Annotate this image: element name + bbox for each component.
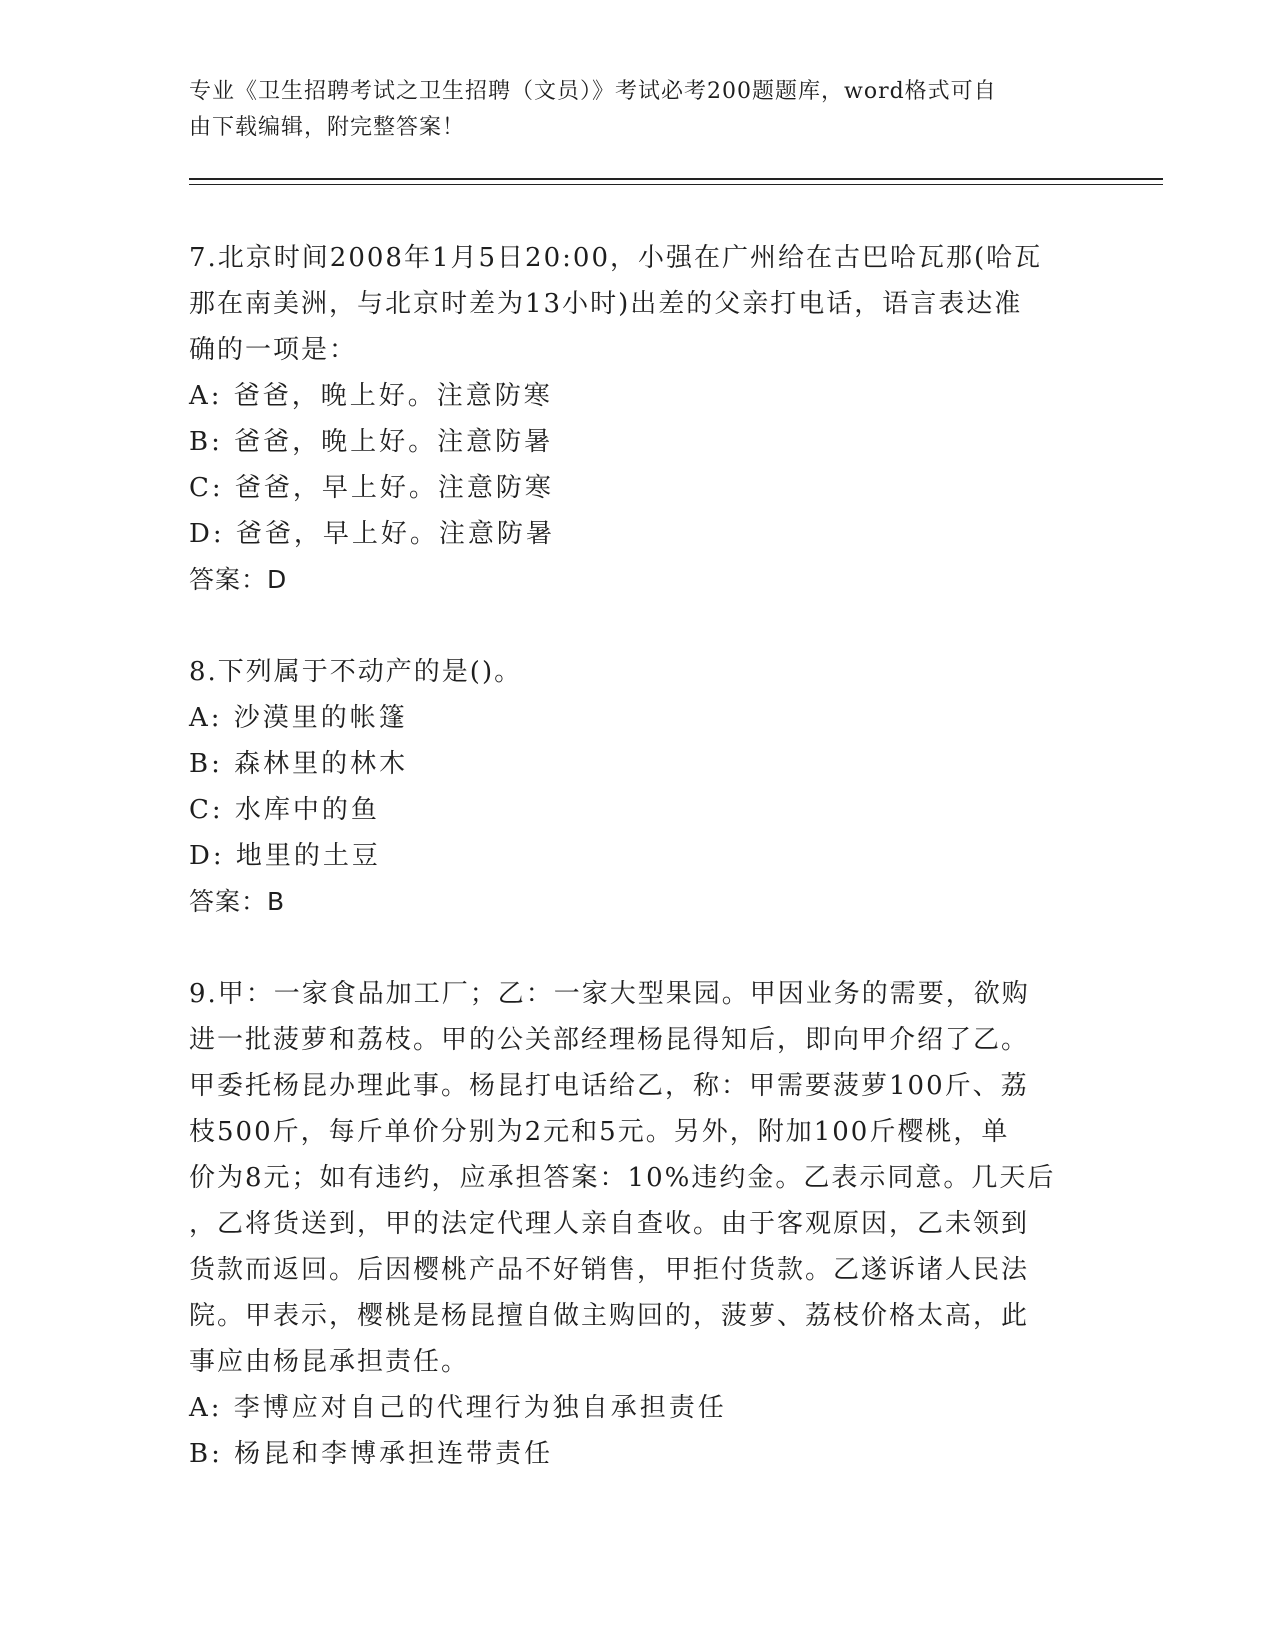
stem-line: 8.下列属于不动产的是()。 — [189, 657, 523, 687]
stem-line: 甲委托杨昆办理此事。杨昆打电话给乙，称：甲需要菠萝100斤、荔 — [189, 1071, 1029, 1101]
answer-label: 答案：D — [189, 565, 288, 594]
option-a: A: 沙漠里的帐篷 — [189, 703, 408, 733]
stem-line: 7.北京时间2008年1月5日20:00，小强在广州给在古巴哈瓦那(哈瓦 — [189, 243, 1043, 273]
option-b: B: 森林里的林木 — [189, 749, 409, 779]
header-line-1: 专业《卫生招聘考试之卫生招聘（文员）》考试必考200题题库，word格式可自 — [189, 79, 997, 104]
option-a: A: 李博应对自己的代理行为独自承担责任 — [189, 1393, 727, 1423]
stem-line: 价为8元；如有违约，应承担答案：10%违约金。乙表示同意。几天后 — [189, 1163, 1056, 1193]
question-stem — [189, 235, 1089, 373]
header-divider-thin — [189, 184, 1163, 185]
option-c: C: 水库中的鱼 — [189, 795, 380, 825]
question-9 — [189, 971, 1089, 1477]
stem-line: 货款而返回。后因樱桃产品不好销售，甲拒付货款。乙遂诉诸人民法 — [189, 1255, 1030, 1285]
question-stem — [189, 971, 1089, 1385]
option-d: D: 地里的土豆 — [189, 841, 381, 871]
stem-line: 事应由杨昆承担责任。 — [189, 1347, 470, 1377]
stem-line: ，乙将货送到，甲的法定代理人亲自查收。由于客观原因，乙未领到 — [189, 1209, 1030, 1239]
stem-line: 确的一项是： — [189, 335, 358, 365]
header-line-2: 由下载编辑，附完整答案！ — [189, 115, 466, 140]
header-divider-thick — [189, 178, 1163, 180]
stem-line: 枝500斤，每斤单价分别为2元和5元。另外，附加100斤樱桃，单 — [189, 1117, 1010, 1147]
option-b: B: 爸爸，晚上好。注意防暑 — [189, 427, 554, 457]
stem-line: 院。甲表示，樱桃是杨昆擅自做主购回的，菠萝、荔枝价格太高，此 — [189, 1301, 1030, 1331]
stem-line: 9.甲：一家食品加工厂；乙：一家大型果园。甲因业务的需要，欲购 — [189, 979, 1030, 1009]
stem-line: 那在南美洲，与北京时差为13小时)出差的父亲打电话，语言表达准 — [189, 289, 1023, 319]
option-c: C: 爸爸，早上好。注意防寒 — [189, 473, 554, 503]
option-b: B: 杨昆和李博承担连带责任 — [189, 1439, 554, 1469]
option-d: D: 爸爸，早上好。注意防暑 — [189, 519, 555, 549]
question-stem — [189, 649, 1089, 695]
question-8 — [189, 649, 1089, 925]
question-7 — [189, 235, 1089, 603]
document-header — [189, 74, 1069, 146]
option-a: A: 爸爸，晚上好。注意防寒 — [189, 381, 553, 411]
question-list — [189, 235, 1089, 1523]
answer-label: 答案：B — [189, 887, 286, 916]
stem-line: 进一批菠萝和荔枝。甲的公关部经理杨昆得知后，即向甲介绍了乙。 — [189, 1025, 1030, 1055]
